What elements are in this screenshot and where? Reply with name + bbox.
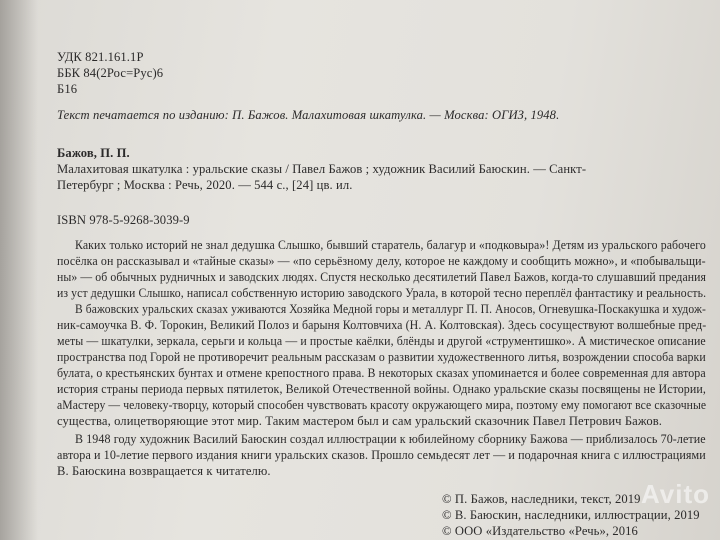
source-note: Текст печатается по изданию: П. Бажов. Малахитовая шкатулка. — Москва: ОГИЗ, 1948. [57, 108, 560, 122]
author-mark: Б16 [57, 82, 78, 96]
isbn: ISBN 978-5-9268-3039-9 [57, 213, 190, 227]
annotation-line: пространства под Горой не противоречит реальным рассказам о развитии художественного литья, возрождении способа варки [57, 350, 706, 364]
record-author: Бажов, П. П. [57, 146, 130, 160]
annotation-line: автора и 10-летие первого издания книги уральских сказов. Прошло семьдесят лет — и подарочная книга с иллюстрациями [57, 448, 706, 462]
bbk-code: ББК 84(2Рос=Рус)6 [57, 66, 164, 80]
annotation-line: посёлка он рассказывал и «тайные сказы» — «по серьёзному делу, которое не каждому и сообщить можно», и «побывальщи- [57, 254, 706, 268]
annotation-line: из уст дедушки Слышко, написал собственную историю заводского Урала, в которой тесно переплёл фантастику и реальность. [57, 286, 707, 300]
annotation-line: В 1948 году художник Василий Баюскин создал иллюстрации к юбилейному сборнику Бажова — приблизалось 70-летие [75, 432, 706, 446]
page-gutter-shadow [0, 0, 38, 540]
annotation-line: существа, олицетворяющие этот мир. Таким мастером был и сам уральский сказочник Павел Петрович Бажов. [57, 414, 663, 428]
annotation-line: В. Баюскина возвращается к читателю. [57, 464, 271, 478]
annotation-line: меты — шкатулки, зеркала, серьги и кольца — и простые каёлки, блёнды и другой «струментишко». А мистическое описание [57, 334, 706, 348]
annotation-line: ник-самоучка В. Ф. Торокин, Великий Полоз и барыня Колтовчиха (Н. А. Колтовская). Здесь сосуществуют волшебные пред- [57, 318, 707, 332]
annotation-line: булата, о крестьянских бунтах и отмене крепостного права. В некоторых сказах упоминается и более современная для автора [57, 366, 706, 380]
annotation-line: Каких только историй не знал дедушка Слышко, бывший старатель, балагур и «подковыра»! Детям из уральского рабочего [75, 238, 706, 252]
record-line: Петербург ; Москва : Речь, 2020. — 544 с., [24] цв. ил. [57, 178, 353, 192]
copyright-line: © В. Баюскин, наследники, иллюстрации, 2019 [442, 508, 700, 522]
annotation-line: В бажовских уральских сказах уживаются Хозяйка Медной горы и металлург П. П. Аносов, Огневушка-Поскакушка и худож- [75, 302, 706, 316]
annotation-line: история страны периода первых пятилеток, Великой Отечественной войны. Однако уральские сказы посвящены не Истории, [57, 382, 706, 396]
annotation-line: ны» — об обычных рудничных и заводских людях. Спустя несколько десятилетий Павел Бажов, когда-то слушавший предания [57, 270, 707, 284]
udk-code: УДК 821.161.1Р [57, 50, 144, 64]
annotation-line: аМастеру — человеку-творцу, который способен чувствовать красоту окружающего мира, поэтому ему помогают все сказочные [57, 398, 707, 412]
watermark-logo: Avito [640, 479, 710, 509]
copyright-line: © П. Бажов, наследники, текст, 2019 [442, 492, 641, 506]
copyright-line: © ООО «Издательство «Речь», 2016 [442, 524, 638, 538]
record-line: Малахитовая шкатулка : уральские сказы / Павел Бажов ; художник Василий Баюскин. — Санкт- [57, 162, 587, 176]
